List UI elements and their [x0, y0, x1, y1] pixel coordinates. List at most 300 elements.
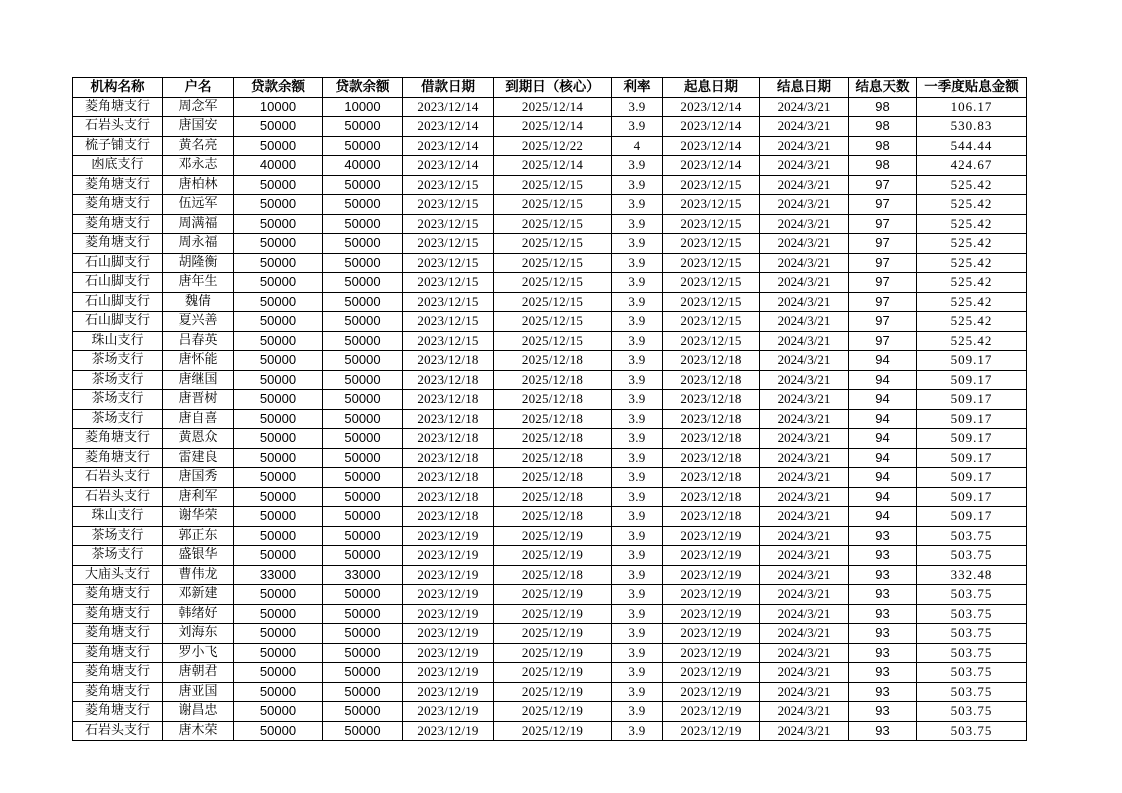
cell-loan-date: 2023/12/18 [403, 468, 494, 488]
cell-q1-subsidy-amount: 525.42 [917, 331, 1027, 351]
cell-maturity-date: 2025/12/19 [494, 526, 612, 546]
cell-interest-rate: 3.9 [612, 331, 663, 351]
cell-loan-date: 2023/12/18 [403, 507, 494, 527]
cell-loan-balance-b: 50000 [323, 507, 403, 527]
cell-settlement-days: 94 [849, 487, 917, 507]
table-row [73, 585, 1027, 605]
cell-settlement-days: 94 [849, 448, 917, 468]
cell-branch-name: 茶场支行 [73, 546, 163, 566]
cell-loan-balance-a: 50000 [234, 136, 323, 156]
cell-interest-rate: 3.9 [612, 487, 663, 507]
cell-loan-balance-a: 33000 [234, 565, 323, 585]
cell-loan-balance-a: 50000 [234, 468, 323, 488]
cell-q1-subsidy-amount: 525.42 [917, 214, 1027, 234]
cell-loan-balance-b: 50000 [323, 214, 403, 234]
cell-q1-subsidy-amount: 503.75 [917, 526, 1027, 546]
cell-settlement-date: 2024/3/21 [760, 429, 849, 449]
column-header-q1-subsidy-amount: 一季度贴息金额 [917, 78, 1027, 98]
cell-maturity-date: 2025/12/15 [494, 214, 612, 234]
cell-account-name: 吕春英 [163, 331, 234, 351]
cell-maturity-date: 2025/12/15 [494, 253, 612, 273]
column-header-loan-date: 借款日期 [403, 78, 494, 98]
cell-account-name: 曹伟龙 [163, 565, 234, 585]
cell-loan-balance-b: 50000 [323, 331, 403, 351]
cell-settlement-date: 2024/3/21 [760, 331, 849, 351]
cell-branch-name: 石山脚支行 [73, 273, 163, 293]
cell-account-name: 刘海东 [163, 624, 234, 644]
cell-value-date: 2023/12/19 [663, 682, 760, 702]
cell-loan-date: 2023/12/19 [403, 585, 494, 605]
cell-loan-balance-b: 50000 [323, 604, 403, 624]
cell-value-date: 2023/12/19 [663, 624, 760, 644]
cell-interest-rate: 3.9 [612, 429, 663, 449]
cell-maturity-date: 2025/12/15 [494, 195, 612, 215]
cell-loan-balance-a: 50000 [234, 390, 323, 410]
cell-account-name: 谢华荣 [163, 507, 234, 527]
cell-interest-rate: 3.9 [612, 565, 663, 585]
cell-value-date: 2023/12/18 [663, 429, 760, 449]
table-row [73, 351, 1027, 371]
column-header-settlement-days: 结息天数 [849, 78, 917, 98]
cell-loan-date: 2023/12/19 [403, 663, 494, 683]
cell-account-name: 周满福 [163, 214, 234, 234]
cell-account-name: 郭正东 [163, 526, 234, 546]
table-row [73, 234, 1027, 254]
cell-maturity-date: 2025/12/19 [494, 721, 612, 741]
cell-q1-subsidy-amount: 424.67 [917, 156, 1027, 176]
cell-value-date: 2023/12/18 [663, 351, 760, 371]
cell-interest-rate: 3.9 [612, 409, 663, 429]
column-header-account-name: 户名 [163, 78, 234, 98]
cell-maturity-date: 2025/12/15 [494, 175, 612, 195]
cell-q1-subsidy-amount: 509.17 [917, 351, 1027, 371]
cell-maturity-date: 2025/12/18 [494, 448, 612, 468]
cell-interest-rate: 3.9 [612, 97, 663, 117]
cell-value-date: 2023/12/15 [663, 273, 760, 293]
cell-settlement-days: 93 [849, 604, 917, 624]
cell-value-date: 2023/12/19 [663, 702, 760, 722]
cell-value-date: 2023/12/15 [663, 253, 760, 273]
cell-loan-date: 2023/12/14 [403, 97, 494, 117]
column-header-branch-name: 机构名称 [73, 78, 163, 98]
cell-loan-date: 2023/12/19 [403, 604, 494, 624]
cell-account-name: 唐木荣 [163, 721, 234, 741]
cell-loan-balance-b: 50000 [323, 351, 403, 371]
cell-value-date: 2023/12/15 [663, 312, 760, 332]
cell-loan-balance-a: 50000 [234, 195, 323, 215]
cell-maturity-date: 2025/12/19 [494, 546, 612, 566]
cell-interest-rate: 3.9 [612, 214, 663, 234]
table-row [73, 526, 1027, 546]
cell-loan-balance-a: 50000 [234, 526, 323, 546]
cell-account-name: 唐晋树 [163, 390, 234, 410]
table-body [73, 97, 1027, 741]
cell-interest-rate: 3.9 [612, 604, 663, 624]
cell-settlement-date: 2024/3/21 [760, 370, 849, 390]
cell-settlement-date: 2024/3/21 [760, 702, 849, 722]
cell-settlement-date: 2024/3/21 [760, 117, 849, 137]
cell-loan-date: 2023/12/19 [403, 643, 494, 663]
table-row [73, 682, 1027, 702]
cell-settlement-days: 93 [849, 565, 917, 585]
table-row [73, 136, 1027, 156]
column-header-loan-balance-a: 贷款余额 [234, 78, 323, 98]
table-row [73, 370, 1027, 390]
cell-branch-name: 菱角塘支行 [73, 585, 163, 605]
cell-branch-name: 菱角塘支行 [73, 234, 163, 254]
cell-maturity-date: 2025/12/15 [494, 312, 612, 332]
cell-settlement-date: 2024/3/21 [760, 292, 849, 312]
cell-branch-name: 石岩头支行 [73, 117, 163, 137]
cell-loan-date: 2023/12/15 [403, 234, 494, 254]
cell-branch-name: 石岩头支行 [73, 721, 163, 741]
cell-account-name: 唐亚国 [163, 682, 234, 702]
cell-interest-rate: 3.9 [612, 351, 663, 371]
cell-maturity-date: 2025/12/19 [494, 682, 612, 702]
cell-branch-name: 大庙头支行 [73, 565, 163, 585]
cell-loan-balance-b: 40000 [323, 156, 403, 176]
cell-loan-date: 2023/12/15 [403, 273, 494, 293]
cell-loan-balance-a: 50000 [234, 487, 323, 507]
cell-loan-balance-a: 50000 [234, 292, 323, 312]
cell-loan-date: 2023/12/15 [403, 175, 494, 195]
cell-q1-subsidy-amount: 509.17 [917, 487, 1027, 507]
cell-settlement-days: 97 [849, 292, 917, 312]
cell-loan-balance-a: 50000 [234, 721, 323, 741]
cell-branch-name: 珠山支行 [73, 507, 163, 527]
cell-q1-subsidy-amount: 525.42 [917, 273, 1027, 293]
cell-settlement-days: 97 [849, 312, 917, 332]
cell-maturity-date: 2025/12/19 [494, 643, 612, 663]
cell-settlement-days: 93 [849, 663, 917, 683]
cell-interest-rate: 3.9 [612, 292, 663, 312]
table-row [73, 390, 1027, 410]
cell-loan-balance-a: 50000 [234, 643, 323, 663]
cell-loan-date: 2023/12/18 [403, 409, 494, 429]
cell-q1-subsidy-amount: 106.17 [917, 97, 1027, 117]
cell-branch-name: 珠山支行 [73, 331, 163, 351]
cell-value-date: 2023/12/19 [663, 643, 760, 663]
cell-maturity-date: 2025/12/18 [494, 429, 612, 449]
table-row [73, 643, 1027, 663]
cell-value-date: 2023/12/19 [663, 604, 760, 624]
cell-q1-subsidy-amount: 332.48 [917, 565, 1027, 585]
cell-settlement-date: 2024/3/21 [760, 604, 849, 624]
cell-q1-subsidy-amount: 503.75 [917, 702, 1027, 722]
cell-account-name: 黄恩众 [163, 429, 234, 449]
cell-value-date: 2023/12/18 [663, 390, 760, 410]
cell-settlement-days: 93 [849, 585, 917, 605]
cell-interest-rate: 3.9 [612, 234, 663, 254]
cell-loan-balance-a: 50000 [234, 331, 323, 351]
cell-q1-subsidy-amount: 509.17 [917, 448, 1027, 468]
cell-loan-balance-b: 50000 [323, 175, 403, 195]
cell-loan-date: 2023/12/18 [403, 448, 494, 468]
cell-branch-name: 茶场支行 [73, 370, 163, 390]
cell-loan-balance-b: 50000 [323, 429, 403, 449]
cell-settlement-days: 97 [849, 195, 917, 215]
cell-value-date: 2023/12/19 [663, 663, 760, 683]
cell-q1-subsidy-amount: 509.17 [917, 370, 1027, 390]
table-row [73, 156, 1027, 176]
cell-value-date: 2023/12/14 [663, 156, 760, 176]
cell-loan-date: 2023/12/18 [403, 487, 494, 507]
cell-maturity-date: 2025/12/14 [494, 97, 612, 117]
cell-account-name: 邓永志 [163, 156, 234, 176]
cell-interest-rate: 3.9 [612, 585, 663, 605]
cell-loan-date: 2023/12/19 [403, 682, 494, 702]
cell-value-date: 2023/12/14 [663, 117, 760, 137]
cell-settlement-days: 97 [849, 273, 917, 293]
cell-settlement-days: 97 [849, 175, 917, 195]
cell-settlement-days: 93 [849, 682, 917, 702]
cell-settlement-date: 2024/3/21 [760, 468, 849, 488]
cell-loan-balance-b: 50000 [323, 643, 403, 663]
cell-interest-rate: 3.9 [612, 312, 663, 332]
cell-q1-subsidy-amount: 503.75 [917, 585, 1027, 605]
cell-branch-name: 菱角塘支行 [73, 624, 163, 644]
cell-value-date: 2023/12/19 [663, 546, 760, 566]
cell-settlement-date: 2024/3/21 [760, 136, 849, 156]
cell-interest-rate: 3.9 [612, 468, 663, 488]
cell-settlement-days: 97 [849, 331, 917, 351]
cell-account-name: 唐国秀 [163, 468, 234, 488]
cell-interest-rate: 4 [612, 136, 663, 156]
cell-interest-rate: 3.9 [612, 702, 663, 722]
cell-settlement-days: 98 [849, 136, 917, 156]
cell-settlement-days: 93 [849, 526, 917, 546]
cell-loan-date: 2023/12/15 [403, 312, 494, 332]
cell-interest-rate: 3.9 [612, 721, 663, 741]
cell-loan-balance-a: 50000 [234, 214, 323, 234]
cell-maturity-date: 2025/12/18 [494, 351, 612, 371]
cell-interest-rate: 3.9 [612, 253, 663, 273]
cell-settlement-date: 2024/3/21 [760, 390, 849, 410]
cell-interest-rate: 3.9 [612, 546, 663, 566]
cell-interest-rate: 3.9 [612, 117, 663, 137]
cell-loan-date: 2023/12/18 [403, 370, 494, 390]
cell-branch-name: 菱角塘支行 [73, 604, 163, 624]
cell-value-date: 2023/12/19 [663, 526, 760, 546]
cell-loan-date: 2023/12/15 [403, 292, 494, 312]
cell-branch-name: 菱角塘支行 [73, 214, 163, 234]
cell-settlement-days: 93 [849, 702, 917, 722]
cell-account-name: 唐怀能 [163, 351, 234, 371]
cell-value-date: 2023/12/15 [663, 292, 760, 312]
cell-loan-balance-a: 50000 [234, 273, 323, 293]
cell-branch-name: 茶场支行 [73, 526, 163, 546]
cell-value-date: 2023/12/15 [663, 175, 760, 195]
cell-q1-subsidy-amount: 525.42 [917, 253, 1027, 273]
table-row [73, 195, 1027, 215]
cell-loan-balance-b: 50000 [323, 273, 403, 293]
cell-maturity-date: 2025/12/18 [494, 468, 612, 488]
cell-settlement-date: 2024/3/21 [760, 663, 849, 683]
cell-loan-balance-b: 50000 [323, 682, 403, 702]
cell-account-name: 周永福 [163, 234, 234, 254]
cell-settlement-days: 97 [849, 214, 917, 234]
cell-maturity-date: 2025/12/15 [494, 292, 612, 312]
cell-branch-name: 菱角塘支行 [73, 643, 163, 663]
cell-value-date: 2023/12/19 [663, 565, 760, 585]
column-header-maturity-date: 到期日（核心） [494, 78, 612, 98]
cell-q1-subsidy-amount: 530.83 [917, 117, 1027, 137]
cell-settlement-date: 2024/3/21 [760, 214, 849, 234]
cell-q1-subsidy-amount: 509.17 [917, 507, 1027, 527]
table-row [73, 253, 1027, 273]
table-row [73, 468, 1027, 488]
loan-subsidy-table [72, 77, 1027, 741]
cell-interest-rate: 3.9 [612, 526, 663, 546]
cell-loan-date: 2023/12/18 [403, 429, 494, 449]
table-row [73, 448, 1027, 468]
cell-account-name: 唐国安 [163, 117, 234, 137]
cell-interest-rate: 3.9 [612, 273, 663, 293]
cell-settlement-days: 98 [849, 97, 917, 117]
cell-settlement-date: 2024/3/21 [760, 624, 849, 644]
cell-settlement-date: 2024/3/21 [760, 195, 849, 215]
cell-loan-balance-b: 50000 [323, 448, 403, 468]
cell-interest-rate: 3.9 [612, 175, 663, 195]
cell-loan-balance-a: 50000 [234, 624, 323, 644]
cell-loan-date: 2023/12/19 [403, 702, 494, 722]
table-row [73, 663, 1027, 683]
cell-loan-balance-a: 50000 [234, 253, 323, 273]
cell-account-name: 胡隆衡 [163, 253, 234, 273]
cell-account-name: 雷建良 [163, 448, 234, 468]
cell-loan-balance-b: 50000 [323, 702, 403, 722]
table-row [73, 604, 1027, 624]
cell-settlement-date: 2024/3/21 [760, 487, 849, 507]
cell-loan-balance-a: 50000 [234, 175, 323, 195]
cell-loan-balance-b: 50000 [323, 624, 403, 644]
cell-loan-date: 2023/12/15 [403, 253, 494, 273]
cell-maturity-date: 2025/12/14 [494, 117, 612, 137]
cell-settlement-days: 93 [849, 624, 917, 644]
cell-loan-balance-a: 50000 [234, 409, 323, 429]
cell-loan-date: 2023/12/14 [403, 156, 494, 176]
cell-loan-balance-b: 50000 [323, 487, 403, 507]
cell-settlement-days: 94 [849, 468, 917, 488]
table-row [73, 97, 1027, 117]
cell-loan-date: 2023/12/19 [403, 526, 494, 546]
cell-branch-name: 石山脚支行 [73, 312, 163, 332]
cell-q1-subsidy-amount: 525.42 [917, 175, 1027, 195]
cell-q1-subsidy-amount: 503.75 [917, 682, 1027, 702]
cell-value-date: 2023/12/18 [663, 468, 760, 488]
cell-settlement-days: 94 [849, 390, 917, 410]
cell-maturity-date: 2025/12/15 [494, 273, 612, 293]
cell-interest-rate: 3.9 [612, 663, 663, 683]
cell-settlement-date: 2024/3/21 [760, 448, 849, 468]
table-row [73, 721, 1027, 741]
cell-loan-date: 2023/12/19 [403, 721, 494, 741]
cell-branch-name: 菱角塘支行 [73, 682, 163, 702]
cell-loan-balance-b: 50000 [323, 409, 403, 429]
cell-loan-balance-a: 50000 [234, 702, 323, 722]
cell-account-name: 伍远军 [163, 195, 234, 215]
cell-settlement-days: 94 [849, 409, 917, 429]
table-row [73, 409, 1027, 429]
cell-value-date: 2023/12/14 [663, 136, 760, 156]
cell-branch-name: 菱角塘支行 [73, 429, 163, 449]
cell-branch-name: 菱角塘支行 [73, 195, 163, 215]
cell-settlement-date: 2024/3/21 [760, 253, 849, 273]
cell-value-date: 2023/12/19 [663, 585, 760, 605]
cell-interest-rate: 3.9 [612, 370, 663, 390]
cell-branch-name: 菱角塘支行 [73, 663, 163, 683]
table-row [73, 292, 1027, 312]
cell-value-date: 2023/12/15 [663, 195, 760, 215]
table-row [73, 175, 1027, 195]
cell-loan-balance-b: 50000 [323, 195, 403, 215]
cell-settlement-date: 2024/3/21 [760, 507, 849, 527]
cell-settlement-date: 2024/3/21 [760, 234, 849, 254]
cell-settlement-date: 2024/3/21 [760, 312, 849, 332]
cell-branch-name: 茶场支行 [73, 409, 163, 429]
cell-loan-date: 2023/12/19 [403, 624, 494, 644]
cell-loan-balance-a: 50000 [234, 507, 323, 527]
cell-loan-balance-b: 50000 [323, 253, 403, 273]
table-row [73, 702, 1027, 722]
cell-value-date: 2023/12/15 [663, 234, 760, 254]
cell-account-name: 黄名亮 [163, 136, 234, 156]
cell-account-name: 唐朝君 [163, 663, 234, 683]
cell-loan-balance-a: 10000 [234, 97, 323, 117]
cell-branch-name: 石山脚支行 [73, 253, 163, 273]
cell-settlement-date: 2024/3/21 [760, 97, 849, 117]
table-row [73, 312, 1027, 332]
cell-loan-date: 2023/12/19 [403, 565, 494, 585]
table-row [73, 331, 1027, 351]
cell-account-name: 夏兴善 [163, 312, 234, 332]
cell-branch-name: 凼底支行 [73, 156, 163, 176]
cell-branch-name: 菱角塘支行 [73, 702, 163, 722]
cell-settlement-days: 93 [849, 643, 917, 663]
cell-settlement-date: 2024/3/21 [760, 721, 849, 741]
cell-account-name: 邓新建 [163, 585, 234, 605]
cell-loan-balance-a: 50000 [234, 604, 323, 624]
cell-settlement-date: 2024/3/21 [760, 643, 849, 663]
cell-settlement-days: 97 [849, 253, 917, 273]
cell-loan-balance-a: 50000 [234, 682, 323, 702]
cell-value-date: 2023/12/19 [663, 721, 760, 741]
cell-q1-subsidy-amount: 503.75 [917, 604, 1027, 624]
cell-branch-name: 梳子铺支行 [73, 136, 163, 156]
cell-loan-balance-b: 50000 [323, 585, 403, 605]
cell-loan-date: 2023/12/15 [403, 331, 494, 351]
cell-loan-date: 2023/12/19 [403, 546, 494, 566]
cell-value-date: 2023/12/18 [663, 409, 760, 429]
cell-maturity-date: 2025/12/22 [494, 136, 612, 156]
cell-loan-balance-a: 50000 [234, 429, 323, 449]
cell-q1-subsidy-amount: 509.17 [917, 429, 1027, 449]
cell-loan-balance-a: 50000 [234, 312, 323, 332]
cell-branch-name: 茶场支行 [73, 351, 163, 371]
cell-loan-balance-a: 50000 [234, 351, 323, 371]
cell-maturity-date: 2025/12/18 [494, 565, 612, 585]
cell-settlement-days: 93 [849, 546, 917, 566]
cell-settlement-days: 94 [849, 370, 917, 390]
cell-loan-balance-b: 50000 [323, 526, 403, 546]
cell-maturity-date: 2025/12/19 [494, 702, 612, 722]
cell-loan-balance-b: 50000 [323, 136, 403, 156]
cell-loan-balance-b: 50000 [323, 390, 403, 410]
cell-branch-name: 石岩头支行 [73, 487, 163, 507]
cell-loan-balance-a: 40000 [234, 156, 323, 176]
cell-maturity-date: 2025/12/15 [494, 331, 612, 351]
cell-maturity-date: 2025/12/18 [494, 409, 612, 429]
